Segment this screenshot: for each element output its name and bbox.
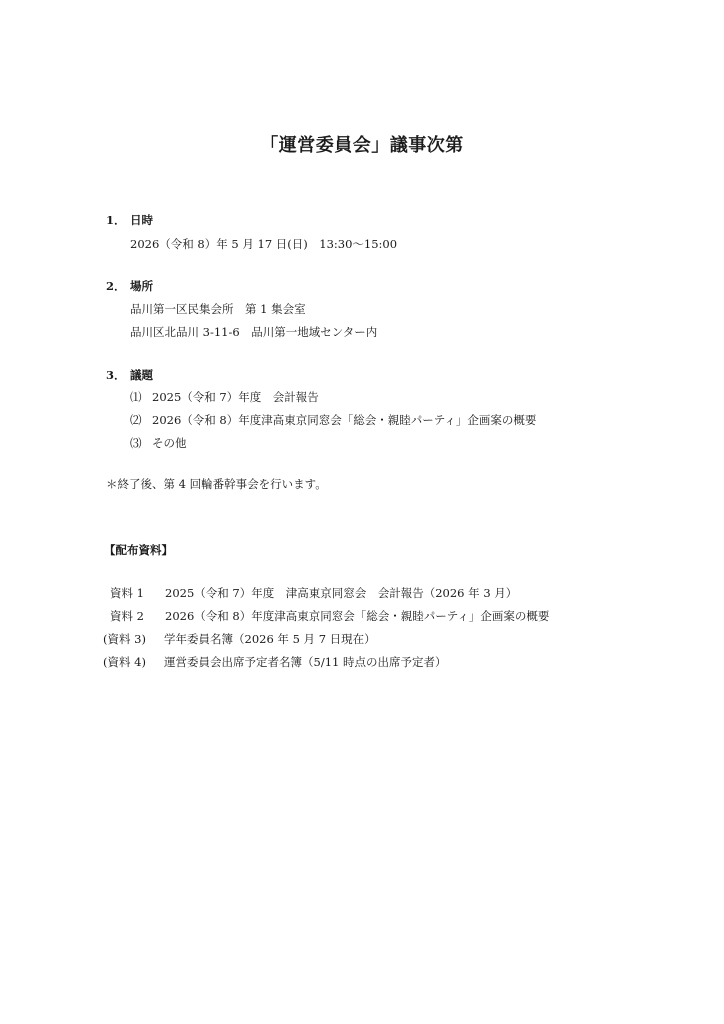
agenda-item-text: 2026（令和 8）年度津高東京同窓会「総会・親睦パーティ」企画案の概要 <box>152 413 537 427</box>
address-line: 品川区北品川 3-11-6 品川第一地域センター内 <box>130 325 378 339</box>
distribution-item <box>103 654 447 670</box>
section-number: 3． <box>106 368 126 382</box>
agenda-item-text: その他 <box>152 436 187 450</box>
distribution-item-label: (資料 3) <box>103 632 146 646</box>
section-title: 場所 <box>130 279 153 293</box>
distribution-item-label: 資料 1 <box>110 586 144 600</box>
distribution-heading: 【配布資料】 <box>104 543 173 557</box>
distribution-item-label: 資料 2 <box>110 609 144 623</box>
distribution-item <box>110 608 550 624</box>
distribution-item-text: 2026（令和 8）年度津高東京同窓会「総会・親睦パーティ」企画案の概要 <box>165 609 550 623</box>
agenda-item-number: ⑴ <box>130 390 142 404</box>
section-heading-place <box>106 278 153 294</box>
distribution-item-label: (資料 4) <box>103 655 146 669</box>
distribution-item <box>110 585 518 601</box>
closing-note: ＊終了後、第 4 回輪番幹事会を行います。 <box>106 477 327 491</box>
page-title: 「運営委員会」議事次第 <box>260 135 464 156</box>
section-heading-date <box>106 212 153 228</box>
place-line: 品川第一区民集会所 第 1 集会室 <box>130 302 306 316</box>
distribution-item <box>103 631 376 647</box>
distribution-item-text: 2025（令和 7）年度 津高東京同窓会 会計報告（2026 年 3 月） <box>165 586 518 600</box>
section-number: 2． <box>106 279 126 293</box>
agenda-item-number: ⑶ <box>130 436 142 450</box>
section-title: 日時 <box>130 213 153 227</box>
date-line: 2026（令和 8）年 5 月 17 日(日) 13:30～15:00 <box>130 237 398 251</box>
agenda-item-number: ⑵ <box>130 413 142 427</box>
section-title: 議題 <box>130 368 153 382</box>
agenda-item <box>130 435 187 451</box>
distribution-item-text: 学年委員名簿（2026 年 5 月 7 日現在） <box>164 632 376 646</box>
section-heading-agenda <box>106 367 153 383</box>
agenda-item <box>130 412 536 428</box>
distribution-item-text: 運営委員会出席予定者名簿（5/11 時点の出席予定者） <box>164 655 447 669</box>
agenda-item-text: 2025（令和 7）年度 会計報告 <box>152 390 319 404</box>
agenda-item <box>130 389 319 405</box>
section-number: 1． <box>106 213 126 227</box>
